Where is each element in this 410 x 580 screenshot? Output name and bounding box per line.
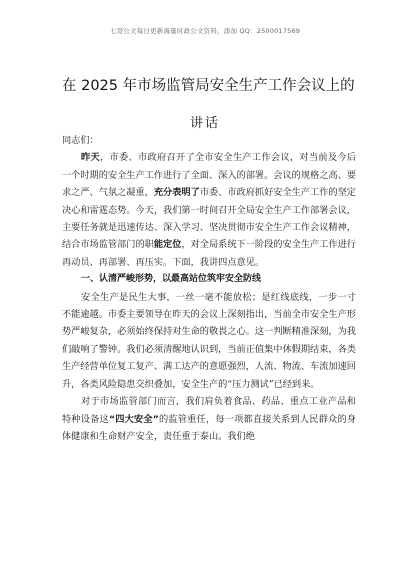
header-watermark: 七哥公文每日更新海量时政公文资料，添加 QQ：2500017569 <box>109 27 301 35</box>
paragraph-3-text-b: 的监管重任，每一项都直接关系到人民群众的身体健康和生命财产安全，责任重于泰山。我们绝 <box>62 413 356 442</box>
paragraph-1 <box>62 149 356 271</box>
paragraph-1-lead: 昨天 <box>81 152 100 164</box>
paragraph-1-emphasis: 充分表明了 <box>153 187 200 199</box>
paragraph-1-emphasis-2: 能定位 <box>153 239 182 251</box>
paragraph-2: 安全生产是民生大事，一丝一毫不能放松；是红线底线，一步一寸不能逾越。市委主要领导在昨天的会议上深刻指出，当前全市安全生产形势严峻复杂，必须始终保持对生命的敬畏之心。这一判断精准深刻，为我们敲响了警钟。我们必须清醒地认识到，当前正值集中休假期结束，各类生产经营单位复工复产、满工达产的意愿强烈，人流、物流、车流加速回升，各类风险隐患交织叠加，安全生产的“压力测试”已经到来。 <box>62 291 356 390</box>
paragraph-3-emphasis: “四大安全” <box>108 413 159 425</box>
paragraph-3-text-a: 对于市场监管部门而言，我们肩负着食品、药品、重点工业产品和特种设备这 <box>62 396 356 425</box>
page-subtitle: 讲话 <box>189 116 220 131</box>
document-body <box>62 132 356 445</box>
greeting: 同志们： <box>62 135 99 146</box>
paragraph-1-text-a: ，市委、市政府召开了全市安全生产工作会议，对当前及今后一个时期的安全生产工作进行了全面、深入的部署。会议的规格之高、要求之严、气氛之凝重， <box>62 152 357 199</box>
paragraph-3 <box>62 393 356 445</box>
paragraph-1-text-b: 市委、市政府抓好安全生产工作的坚定决心和雷霆态势。今天，我们第一时间召开全局安全生产工作部署会议，主要任务就是迅速传达、深入学习、坚决贯彻市安全生产工作会议精神，结合市场监管部门的职 <box>62 187 356 251</box>
page-title: 在 2025 年市场监管局安全生产工作会议上的 <box>62 78 355 94</box>
section-heading-1: 一、认清严峻形势，以最高站位筑牢安全防线 <box>81 274 262 285</box>
paragraph-1-text-c: ，对全局系统下一阶段的安全生产工作进行再动员、再部署、再压实。下面，我讲四点意见。 <box>62 239 356 268</box>
